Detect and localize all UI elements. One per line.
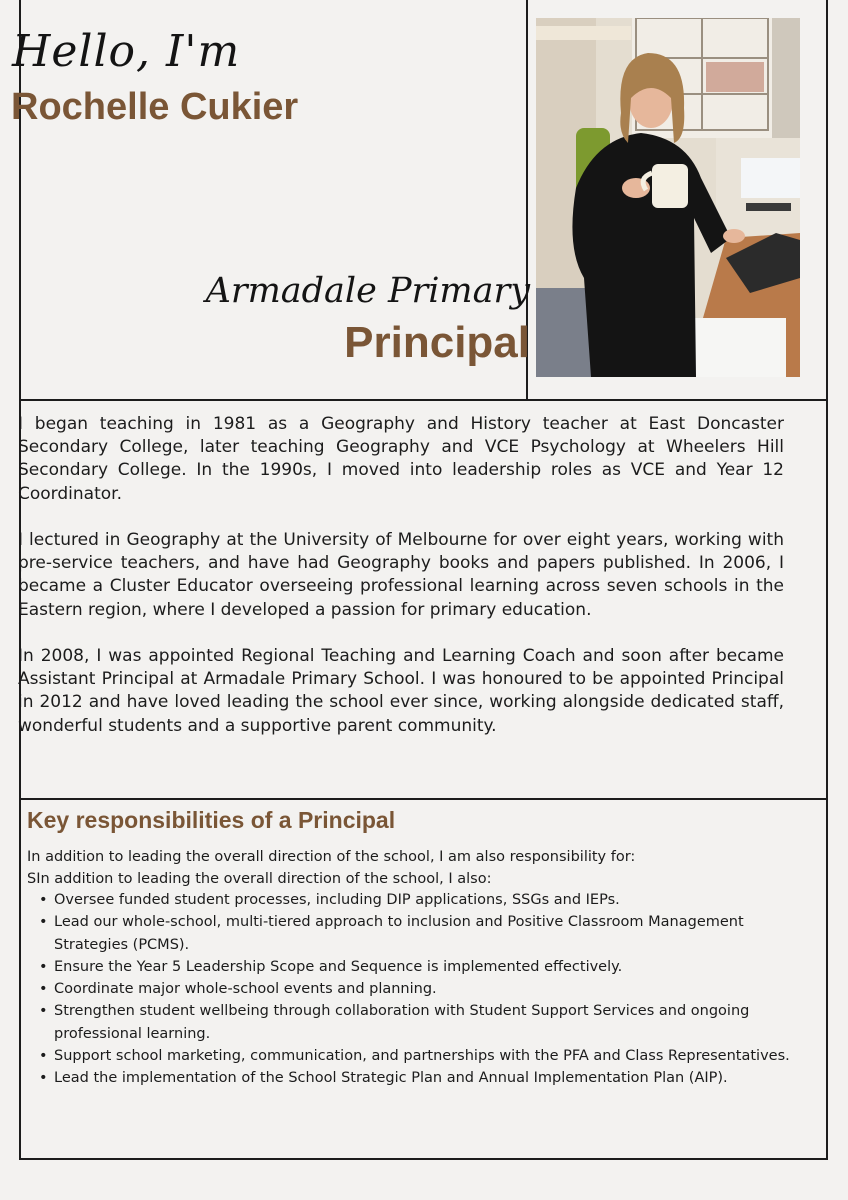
bullet-icon: • <box>39 892 48 908</box>
list-item-text: Oversee funded student processes, including DIP applications, SSGs and IEPs. <box>54 892 620 908</box>
list-item-text: Ensure the Year 5 Leadership Scope and Sequence is implemented effectively. <box>54 958 623 975</box>
responsibilities-list <box>27 889 797 1090</box>
list-item <box>27 978 797 1000</box>
bullet-icon: • <box>39 981 48 998</box>
list-item <box>27 956 797 978</box>
biography <box>18 413 784 761</box>
bio-paragraph: I began teaching in 1981 as a Geography and History teacher at East Doncaster Secondary College, later teaching Geography and VCE Psychology at Wheelers Hill Secondary College. In the 1990s, I moved into leadership roles as VCE and Year 12 Coordinator. <box>18 414 784 504</box>
bullet-icon: • <box>39 1070 48 1087</box>
divider-top <box>21 399 826 401</box>
list-item <box>27 1067 797 1089</box>
bullet-icon: • <box>39 914 48 931</box>
list-item-text: Support school marketing, communication, and partnerships with the PFA and Class Representatives. <box>54 1048 790 1065</box>
divider-middle <box>21 798 826 800</box>
role-title: Principal <box>344 318 530 367</box>
bio-paragraph: In 2008, I was appointed Regional Teaching and Learning Coach and soon after became Assistant Principal at Armadale Primary School. I was honoured to be appointed Principal in 2012 and have loved leading the school ever since, working alongside dedicated staff, wonderful students and a supportive parent community. <box>18 646 784 736</box>
list-item-text: Lead our whole-school, multi-tiered approach to inclusion and Positive Classroom Management Strategies (PCMS). <box>54 914 744 953</box>
list-item <box>27 889 797 911</box>
list-item-text: Lead the implementation of the School Strategic Plan and Annual Implementation Plan (AIP). <box>54 1070 728 1087</box>
principal-name: Rochelle Cukier <box>11 86 299 128</box>
bullet-icon: • <box>39 1048 48 1065</box>
list-item-text: Strengthen student wellbeing through collaboration with Student Support Services and ongoing professional learning. <box>54 1003 750 1042</box>
principal-photo <box>536 18 800 377</box>
intro-line-1: In addition to leading the overall direction of the school, I am also responsibility for: <box>27 849 636 865</box>
responsibilities-heading: Key responsibilities of a Principal <box>27 807 396 833</box>
photo-illustration <box>536 18 800 377</box>
list-item <box>27 1045 797 1067</box>
responsibilities-intro <box>27 846 797 890</box>
bullet-icon: • <box>39 958 48 975</box>
list-item-text: Coordinate major whole-school events and planning. <box>54 981 437 998</box>
bio-paragraph: I lectured in Geography at the University of Melbourne for over eight years, working with pre-service teachers, and have had Geography books and papers published. In 2006, I became a Cluster Educator overseeing professional learning across seven schools in the Eastern region, where I developed a passion for primary education. <box>18 530 784 620</box>
list-item <box>27 1000 797 1045</box>
list-item <box>27 911 797 956</box>
school-name: Armadale Primary <box>205 271 530 311</box>
bullet-icon: • <box>39 1003 48 1020</box>
greeting-heading: Hello, I'm <box>12 26 241 77</box>
intro-line-2: SIn addition to leading the overall direction of the school, I also: <box>27 871 492 887</box>
